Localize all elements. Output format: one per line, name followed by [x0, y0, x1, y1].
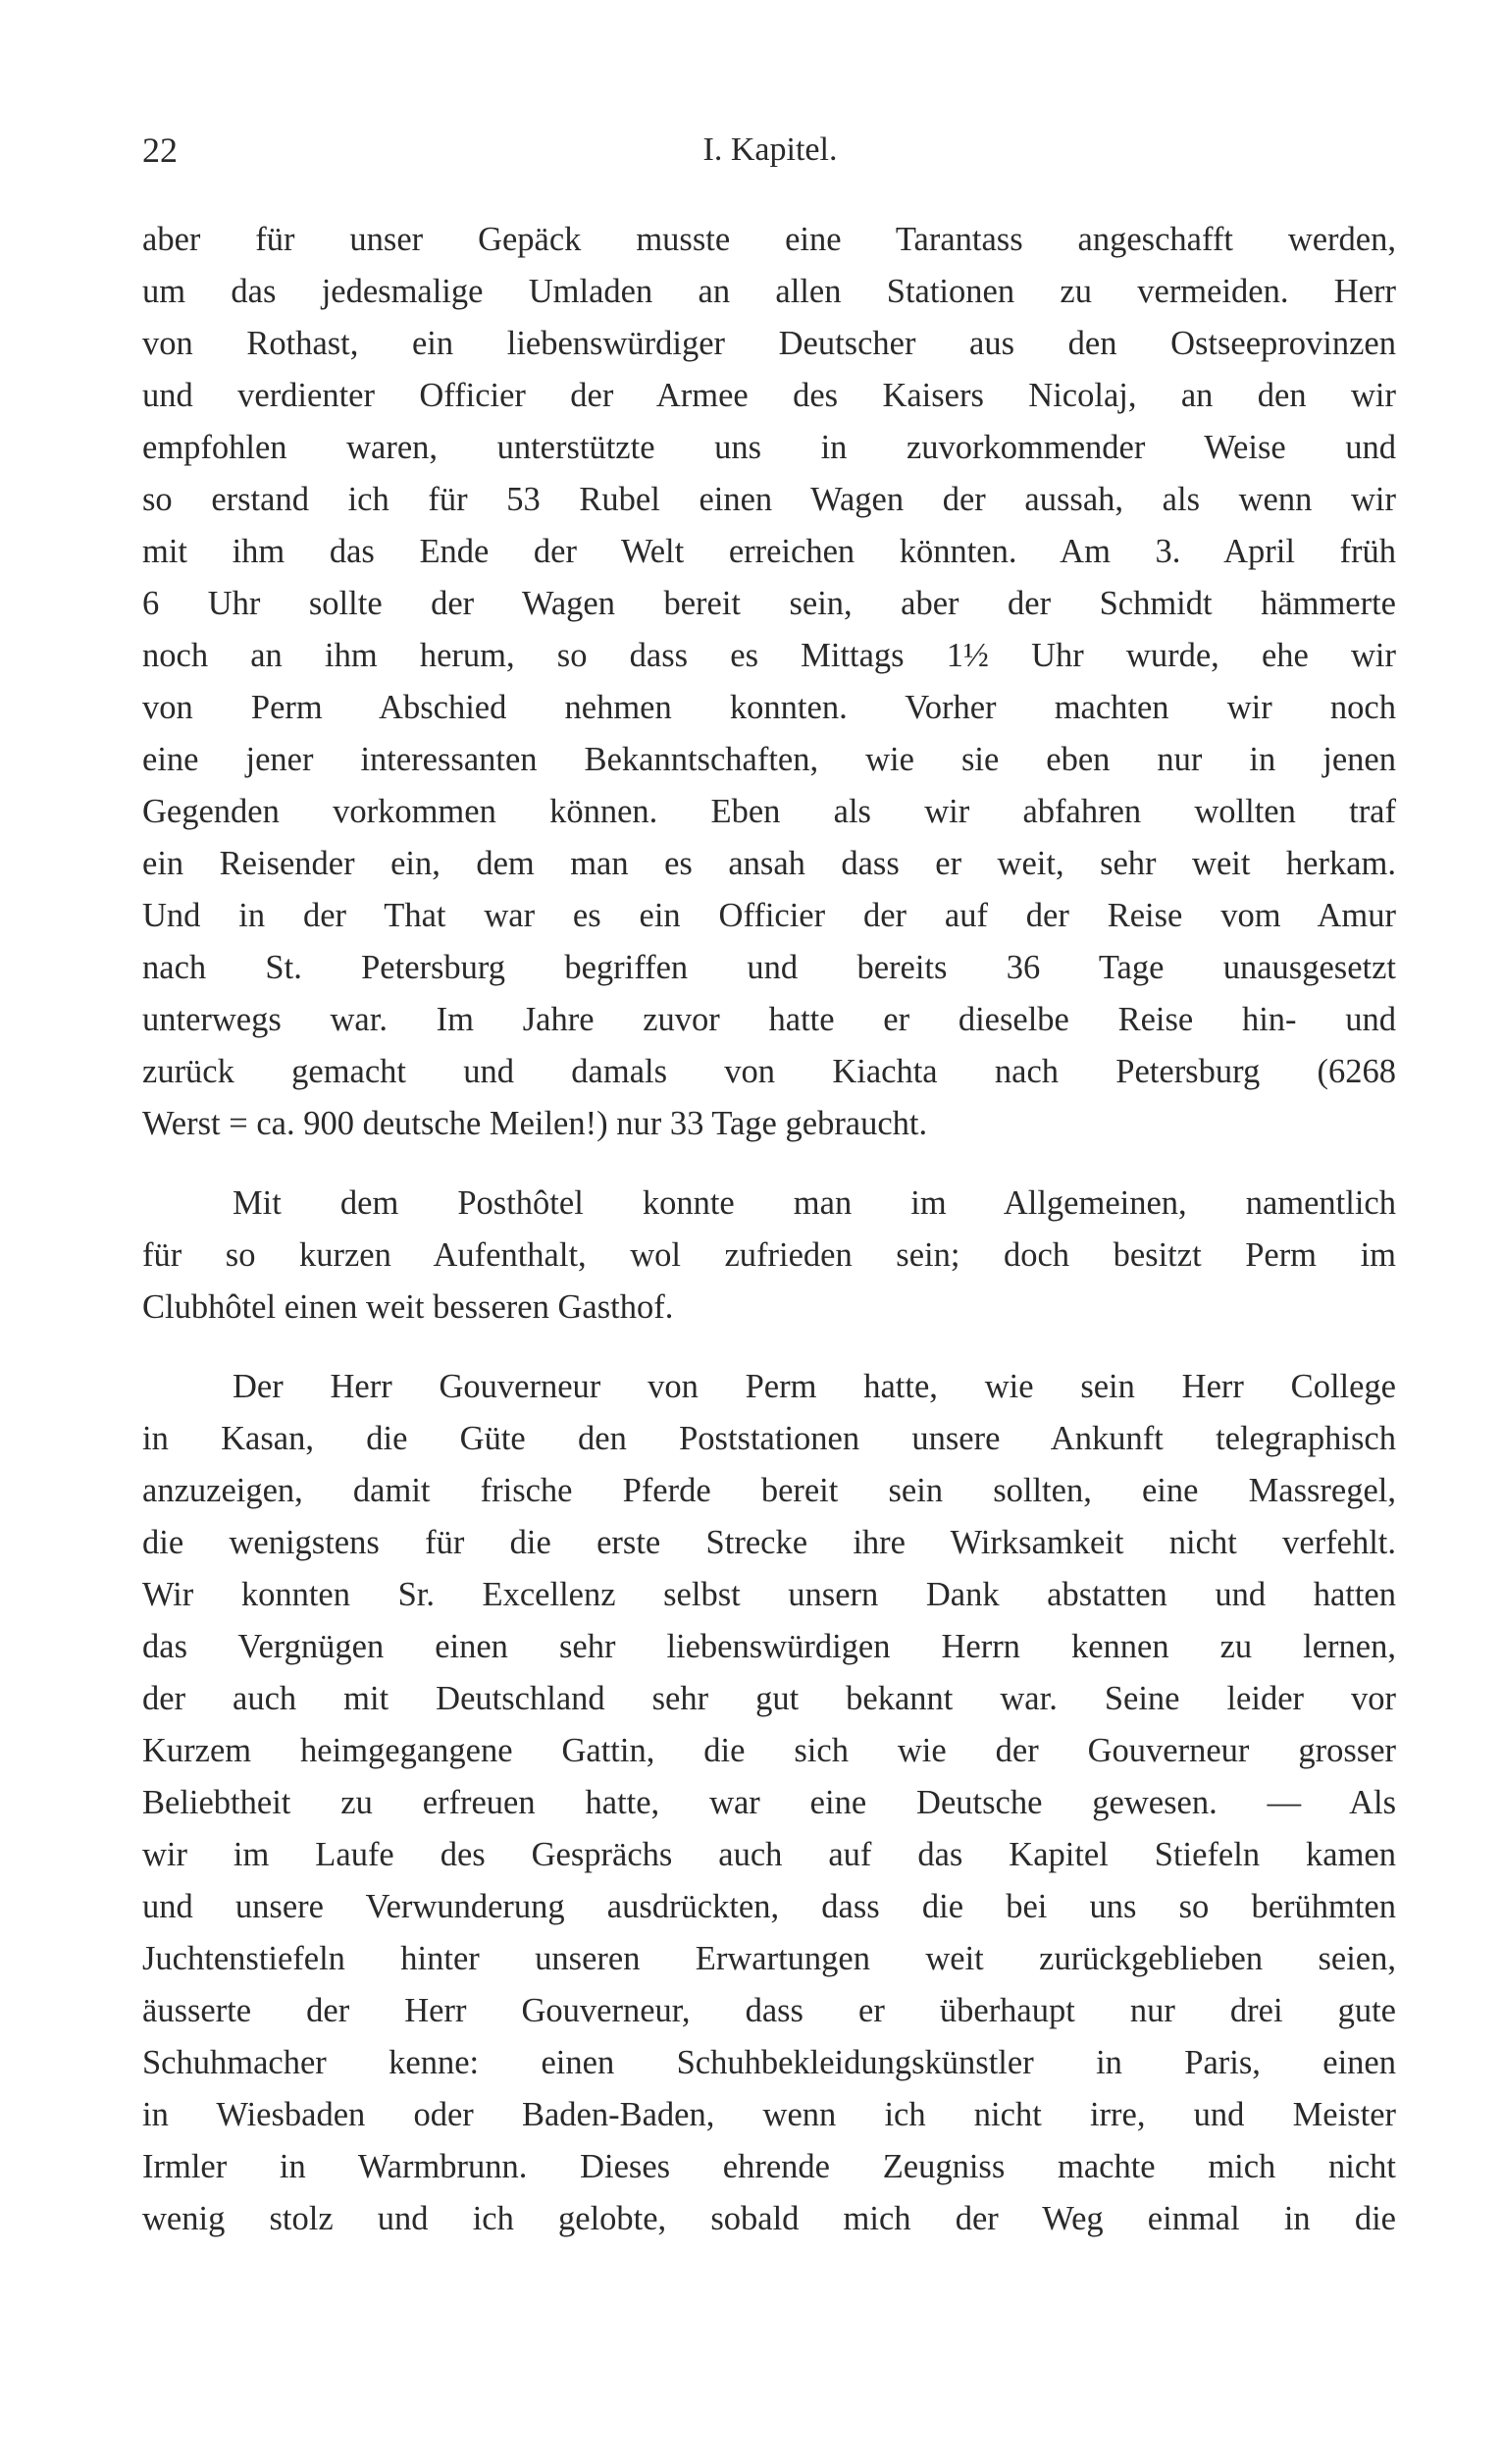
text-line: 6 Uhr sollte der Wagen bereit sein, aber der Schmidt hämmerte: [142, 585, 1396, 622]
text-line: Gegenden vorkommen können. Eben als wir abfahren wollten traf: [142, 793, 1396, 830]
text-line: Beliebtheit zu erfreuen hatte, war eine Deutsche gewesen. — Als: [142, 1784, 1396, 1821]
text-line: nach St. Petersburg begriffen und bereits 36 Tage unausgesetzt: [142, 949, 1396, 986]
text-line: mit ihm das Ende der Welt erreichen könnten. Am 3. April früh: [142, 533, 1396, 570]
text-line: noch an ihm herum, so dass es Mittags 1½ Uhr wurde, ehe wir: [142, 637, 1396, 674]
text-line: Schuhmacher kenne: einen Schuhbekleidungskünstler in Paris, einen: [142, 2044, 1396, 2081]
text-line: eine jener interessanten Bekanntschaften, wie sie eben nur in jenen: [142, 741, 1396, 778]
text-line: die wenigstens für die erste Strecke ihre Wirksamkeit nicht verfehlt.: [142, 1524, 1396, 1561]
text-line: der auch mit Deutschland sehr gut bekannt war. Seine leider vor: [142, 1680, 1396, 1717]
text-line: Wir konnten Sr. Excellenz selbst unsern Dank abstatten und hatten: [142, 1576, 1396, 1613]
text-line: anzuzeigen, damit frische Pferde bereit sein sollten, eine Massregel,: [142, 1472, 1396, 1509]
text-line: wenig stolz und ich gelobte, sobald mich der Weg einmal in die: [142, 2200, 1396, 2237]
text-line: das Vergnügen einen sehr liebenswürdigen Herrn kennen zu lernen,: [142, 1628, 1396, 1665]
text-line: Juchtenstiefeln hinter unseren Erwartungen weit zurückgeblieben seien,: [142, 1940, 1396, 1977]
text-line: unterwegs war. Im Jahre zuvor hatte er dieselbe Reise hin- und: [142, 1001, 1396, 1038]
paragraph: [142, 1178, 1396, 1334]
text-line: empfohlen waren, unterstützte uns in zuvorkommender Weise und: [142, 429, 1396, 466]
text-line: ein Reisender ein, dem man es ansah dass er weit, sehr weit herkam.: [142, 845, 1396, 882]
text-line: von Rothast, ein liebenswürdiger Deutscher aus den Ostseeprovinzen: [142, 325, 1396, 362]
text-line: in Wiesbaden oder Baden-Baden, wenn ich nicht irre, und Meister: [142, 2096, 1396, 2133]
page-number: 22: [142, 131, 178, 170]
running-head: I. Kapitel.: [702, 131, 838, 168]
text-line: zurück gemacht und damals von Kiachta nach Petersburg (6268: [142, 1053, 1396, 1090]
text-line: von Perm Abschied nehmen konnten. Vorher machten wir noch: [142, 689, 1396, 726]
text-line: wir im Laufe des Gesprächs auch auf das Kapitel Stiefeln kamen: [142, 1836, 1396, 1873]
text-line: so erstand ich für 53 Rubel einen Wagen der aussah, als wenn wir: [142, 481, 1396, 518]
text-line: Und in der That war es ein Officier der auf der Reise vom Amur: [142, 897, 1396, 934]
body-text: [142, 214, 1396, 2245]
text-line: äusserte der Herr Gouverneur, dass er überhaupt nur drei gute: [142, 1992, 1396, 2029]
text-line: und verdienter Officier der Armee des Kaisers Nicolaj, an den wir: [142, 377, 1396, 414]
text-line: aber für unser Gepäck musste eine Tarantass angeschafft werden,: [142, 221, 1396, 258]
text-line: Mit dem Posthôtel konnte man im Allgemeinen, namentlich: [233, 1184, 1396, 1222]
text-line: für so kurzen Aufenthalt, wol zufrieden sein; doch besitzt Perm im: [142, 1236, 1396, 1274]
text-line: und unsere Verwunderung ausdrückten, dass die bei uns so berühmten: [142, 1888, 1396, 1925]
page-header: [142, 126, 1398, 175]
text-line: in Kasan, die Güte den Poststationen unsere Ankunft telegraphisch: [142, 1420, 1396, 1457]
text-line: Clubhôtel einen weit besseren Gasthof.: [142, 1288, 674, 1326]
text-line: Irmler in Warmbrunn. Dieses ehrende Zeugniss machte mich nicht: [142, 2148, 1396, 2185]
text-line: um das jedesmalige Umladen an allen Stationen zu vermeiden. Herr: [142, 273, 1396, 310]
text-line: Der Herr Gouverneur von Perm hatte, wie sein Herr College: [233, 1368, 1396, 1405]
paragraph: [142, 214, 1396, 1150]
text-line: Kurzem heimgegangene Gattin, die sich wie der Gouverneur grosser: [142, 1732, 1396, 1769]
paragraph: [142, 1361, 1396, 2245]
text-line: Werst = ca. 900 deutsche Meilen!) nur 33 Tage gebraucht.: [142, 1105, 928, 1142]
